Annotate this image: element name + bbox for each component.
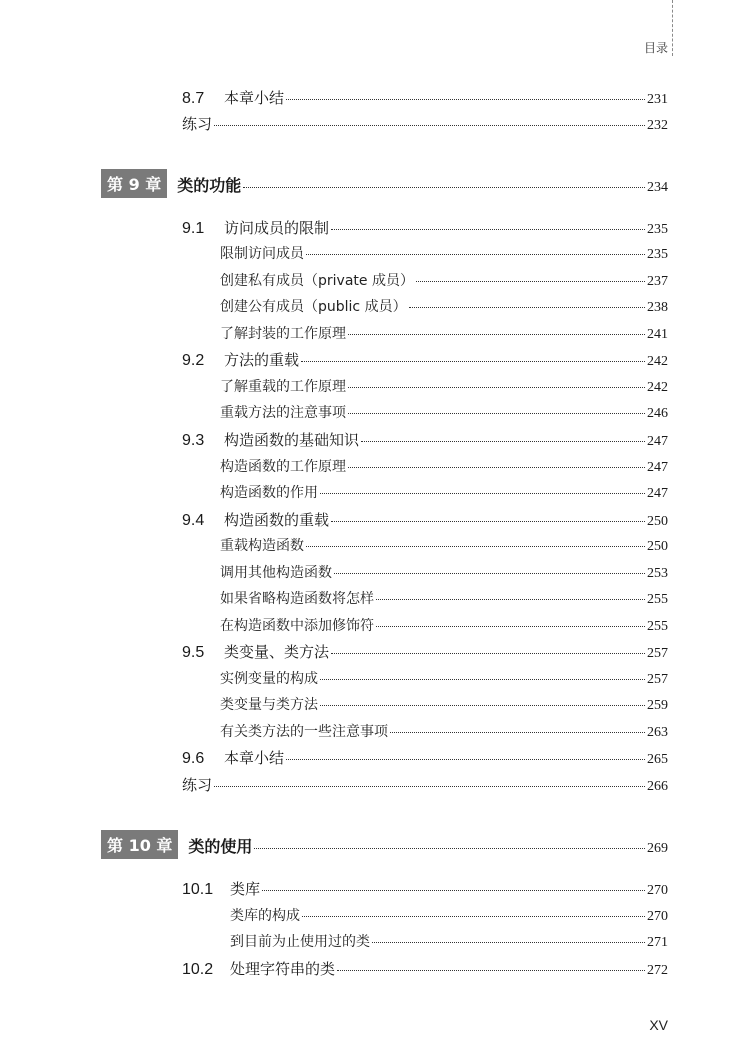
- toc-subentry[interactable]: [220, 562, 668, 582]
- toc-subentry[interactable]: [220, 270, 668, 290]
- entry-title: 了解封装的工作原理: [220, 326, 346, 342]
- dot-leader: [348, 413, 645, 414]
- dot-leader: [302, 916, 645, 917]
- dot-leader: [254, 848, 645, 849]
- toc-subentry[interactable]: [220, 588, 668, 608]
- toc-entry-9-4[interactable]: [182, 509, 668, 530]
- toc-subentry[interactable]: [220, 721, 668, 741]
- section-number: 9.4: [182, 512, 205, 529]
- dot-leader: [286, 759, 645, 760]
- page-ref: 250: [647, 539, 668, 554]
- page-ref: 247: [647, 460, 668, 475]
- dot-leader: [348, 334, 645, 335]
- page-ref: 241: [647, 327, 668, 342]
- page-ref: 255: [647, 592, 668, 607]
- running-header: 目录: [643, 41, 668, 55]
- entry-title: 创建公有成员（public 成员）: [220, 299, 407, 315]
- toc-subentry[interactable]: [230, 905, 668, 925]
- dot-leader: [320, 493, 645, 494]
- entry-title: 重载方法的注意事项: [220, 405, 346, 421]
- dot-leader: [390, 732, 645, 733]
- entry-title: 类库的构成: [230, 908, 300, 924]
- page-ref: 271: [647, 935, 668, 950]
- dot-leader: [334, 573, 645, 574]
- page-ref: 270: [647, 883, 668, 898]
- toc-entry-9-3[interactable]: [182, 429, 668, 450]
- header-divider: [672, 0, 673, 56]
- toc-entry-9-5[interactable]: [182, 641, 668, 662]
- dot-leader: [331, 653, 645, 654]
- page-ref: 263: [647, 725, 668, 740]
- entry-title: 处理字符串的类: [230, 960, 336, 978]
- toc-entry-9-2[interactable]: [182, 349, 668, 370]
- page-ref: 247: [647, 486, 668, 501]
- entry-title: 练习: [182, 115, 213, 133]
- entry-title: 类库: [230, 880, 261, 898]
- section-number: 9.1: [182, 220, 205, 237]
- section-number: 9.2: [182, 352, 205, 369]
- entry-title: 到目前为止使用过的类: [230, 934, 370, 950]
- entry-title: 方法的重载: [224, 351, 300, 369]
- dot-leader: [320, 705, 645, 706]
- entry-title: 构造函数的工作原理: [220, 459, 346, 475]
- dot-leader: [376, 626, 645, 627]
- toc-entry-8-7[interactable]: [182, 87, 668, 108]
- chapter-title: 类的功能: [177, 176, 242, 195]
- page-ref: 266: [647, 779, 668, 794]
- page-ref: 232: [647, 118, 668, 133]
- toc-subentry[interactable]: [220, 535, 668, 555]
- toc-subentry[interactable]: [220, 482, 668, 502]
- dot-leader: [243, 187, 645, 188]
- entry-title: 了解重载的工作原理: [220, 379, 346, 395]
- toc-entry-10-2[interactable]: [182, 958, 668, 979]
- dot-leader: [337, 970, 645, 971]
- toc-subentry[interactable]: [220, 296, 668, 316]
- page-ref: 272: [647, 963, 668, 978]
- page-ref: 242: [647, 354, 668, 369]
- entry-title: 限制访问成员: [220, 246, 304, 262]
- page-ref: 259: [647, 698, 668, 713]
- entry-title: 访问成员的限制: [224, 219, 330, 237]
- dot-leader: [286, 99, 645, 100]
- page-ref: 265: [647, 752, 668, 767]
- toc-subentry[interactable]: [230, 931, 668, 951]
- dot-leader: [372, 942, 645, 943]
- page-ref: 231: [647, 92, 668, 107]
- entry-title: 构造函数的基础知识: [224, 431, 360, 449]
- dot-leader: [214, 786, 645, 787]
- dot-leader: [306, 546, 645, 547]
- section-number: 9.5: [182, 644, 205, 661]
- entry-title: 重载构造函数: [220, 538, 304, 554]
- dot-leader: [306, 254, 645, 255]
- toc-subentry[interactable]: [220, 402, 668, 422]
- toc-subentry[interactable]: [220, 694, 668, 714]
- entry-title: 类变量、类方法: [224, 643, 330, 661]
- page-ref: 234: [647, 180, 668, 195]
- page-ref: 238: [647, 300, 668, 315]
- chapter-badge: 第 10 章: [101, 830, 178, 859]
- entry-title: 构造函数的重载: [224, 511, 330, 529]
- section-number: 9.3: [182, 432, 205, 449]
- dot-leader: [320, 679, 645, 680]
- entry-title: 构造函数的作用: [220, 485, 318, 501]
- dot-leader: [331, 521, 645, 522]
- toc-entry-10-1[interactable]: [182, 878, 668, 899]
- dot-leader: [331, 229, 645, 230]
- entry-title: 调用其他构造函数: [220, 565, 332, 581]
- dot-leader: [301, 361, 645, 362]
- page-ref: 237: [647, 274, 668, 289]
- section-number: 10.2: [182, 961, 214, 978]
- dot-leader: [262, 890, 645, 891]
- page-ref: 255: [647, 619, 668, 634]
- entry-title: 在构造函数中添加修饰符: [220, 618, 374, 634]
- dot-leader: [409, 307, 645, 308]
- page-ref: 253: [647, 566, 668, 581]
- toc-entry-exercise-9[interactable]: [182, 774, 668, 795]
- entry-title: 练习: [182, 776, 213, 794]
- toc-subentry[interactable]: [220, 376, 668, 396]
- toc-subentry[interactable]: [220, 615, 668, 635]
- page-ref: 235: [647, 222, 668, 237]
- toc-subentry[interactable]: [220, 323, 668, 343]
- page-ref: 270: [647, 909, 668, 924]
- toc-subentry[interactable]: [220, 668, 668, 688]
- page-ref: 235: [647, 247, 668, 262]
- section-number: 8.7: [182, 90, 205, 107]
- page-ref: 242: [647, 380, 668, 395]
- section-number: 10.1: [182, 881, 214, 898]
- page-ref: 269: [647, 841, 668, 856]
- section-number: 9.6: [182, 750, 205, 767]
- toc-chapter-10[interactable]: [101, 831, 668, 860]
- entry-title: 类变量与类方法: [220, 697, 318, 713]
- dot-leader: [348, 467, 645, 468]
- dot-leader: [376, 599, 645, 600]
- chapter-badge: 第 9 章: [101, 169, 167, 198]
- dot-leader: [214, 125, 645, 126]
- chapter-title: 类的使用: [188, 837, 253, 856]
- dot-leader: [416, 281, 645, 282]
- entry-title: 本章小结: [224, 89, 285, 107]
- dot-leader: [348, 387, 645, 388]
- page-ref: 257: [647, 646, 668, 661]
- entry-title: 创建私有成员（private 成员）: [220, 273, 414, 289]
- page-ref: 250: [647, 514, 668, 529]
- toc-chapter-9[interactable]: [101, 170, 668, 199]
- toc-entry-9-1[interactable]: [182, 217, 668, 238]
- toc-subentry[interactable]: [220, 243, 668, 263]
- dot-leader: [361, 441, 645, 442]
- entry-title: 实例变量的构成: [220, 671, 318, 687]
- page-ref: 257: [647, 672, 668, 687]
- entry-title: 本章小结: [224, 749, 285, 767]
- toc-subentry[interactable]: [220, 456, 668, 476]
- toc-entry-9-6[interactable]: [182, 747, 668, 768]
- page-ref: 246: [647, 406, 668, 421]
- toc-entry-exercise-8[interactable]: [182, 113, 668, 134]
- page-number: XV: [649, 1017, 668, 1033]
- entry-title: 如果省略构造函数将怎样: [220, 591, 374, 607]
- page-ref: 247: [647, 434, 668, 449]
- entry-title: 有关类方法的一些注意事项: [220, 724, 388, 740]
